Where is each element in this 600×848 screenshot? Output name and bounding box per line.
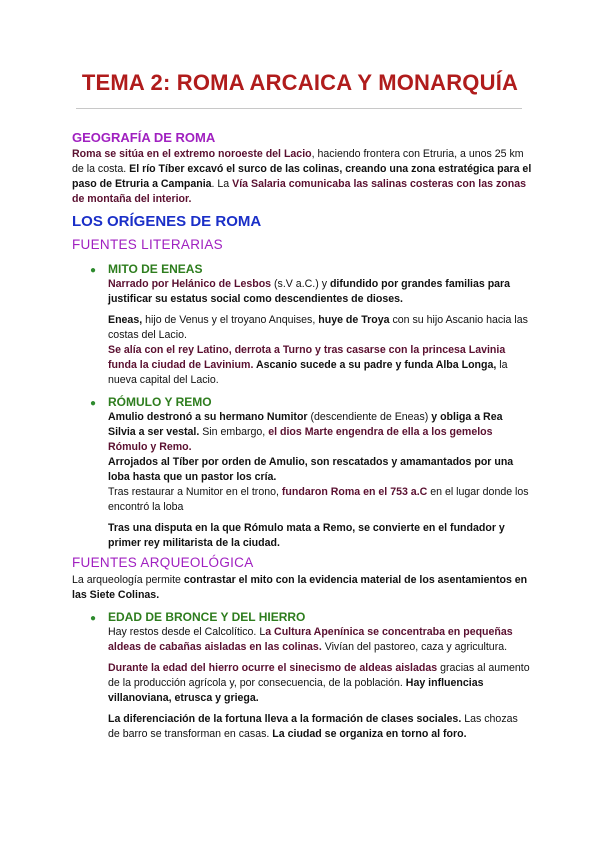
title-divider — [76, 108, 522, 109]
list-item-romulo: ● RÓMULO Y REMO Amulio destronó a su hermano Numitor (descendiente de Eneas) y obliga a Rea Silvia a ser vestal. Sin embargo, el dios Marte engendra de ella a los gemelos Rómulo y Remo. Arrojados al Tíber por orden de Amulio, son rescatados y amamantados por una loba hasta que un pastor los cría. Tras restaurar a Numitor en el trono, fundaron Roma en el 753 a.C en el lugar donde los encontró la loba Tras una disputa en la que Rómulo mata a Remo, se convierte en el fundador y primer rey militarista de la ciudad. — [108, 394, 532, 551]
list-item-eneas: ● MITO DE ENEAS Narrado por Helánico de Lesbos (s.V a.C.) y difundido por grandes familias para justificar su estatus social como descendientes de dioses. Eneas, hijo de Venus y el troyano Anquises, huye de Troya con su hijo Ascanio hacia las costas del Lacio. Se alía con el rey Latino, derrota a Turno y tras casarse con la princesa Lavinia funda la ciudad de Lavinium. Ascanio sucede a su padre y funda Alba Longa, la nueva capital del Lacio. — [108, 261, 532, 388]
document-body — [72, 129, 532, 742]
bullet-icon: ● — [90, 613, 97, 624]
bullet-icon: ● — [90, 398, 97, 409]
heading-geografia: GEOGRAFÍA DE ROMA — [72, 130, 216, 145]
label-eneas: MITO DE ENEAS — [108, 262, 203, 276]
bullet-icon: ● — [90, 265, 97, 276]
heading-origenes: LOS ORÍGENES DE ROMA — [72, 213, 262, 230]
label-bronce: EDAD DE BRONCE Y DEL HIERRO — [108, 610, 306, 624]
heading-fuentes-literarias: FUENTES LITERARIAS — [72, 237, 223, 252]
heading-fuentes-arqueologicas: FUENTES ARQUEOLÓGICA — [72, 555, 254, 570]
paragraph-arqueologia: La arqueología permite contrastar el mito con la evidencia material de los asentamientos en las Siete Colinas. — [72, 574, 528, 601]
label-romulo: RÓMULO Y REMO — [108, 395, 212, 409]
list-item-bronce: ● EDAD DE BRONCE Y DEL HIERRO Hay restos desde el Calcolítico. La Cultura Apenínica se concentraba en pequeñas aldeas de cabañas aisladas en las colinas. Vivían del pastoreo, caza y agricultura. Durante la edad del hierro ocurre el sinecismo de aldeas aisladas gracias al aumento de la producción agrícola y, por consecuencia, de la población. Hay influencias villanoviana, etrusca y griega. La diferenciación de la fortuna lleva a la formación de clases sociales. Las chozas de barro se transforman en casas. La ciudad se organiza en torno al foro. — [108, 609, 532, 742]
paragraph-geografia: Roma se sitúa en el extremo noroeste del Lacio, haciendo frontera con Etruria, a unos 25 km de la costa. El río Tíber excavó el surco de las colinas, creando una zona estratégica para el paso de Etruria a Campania. La Vía Salaria comunicaba las salinas costeras con las zonas de montaña del interior. — [72, 148, 532, 205]
page-title: TEMA 2: ROMA ARCAICA Y MONARQUÍA — [81, 70, 519, 95]
